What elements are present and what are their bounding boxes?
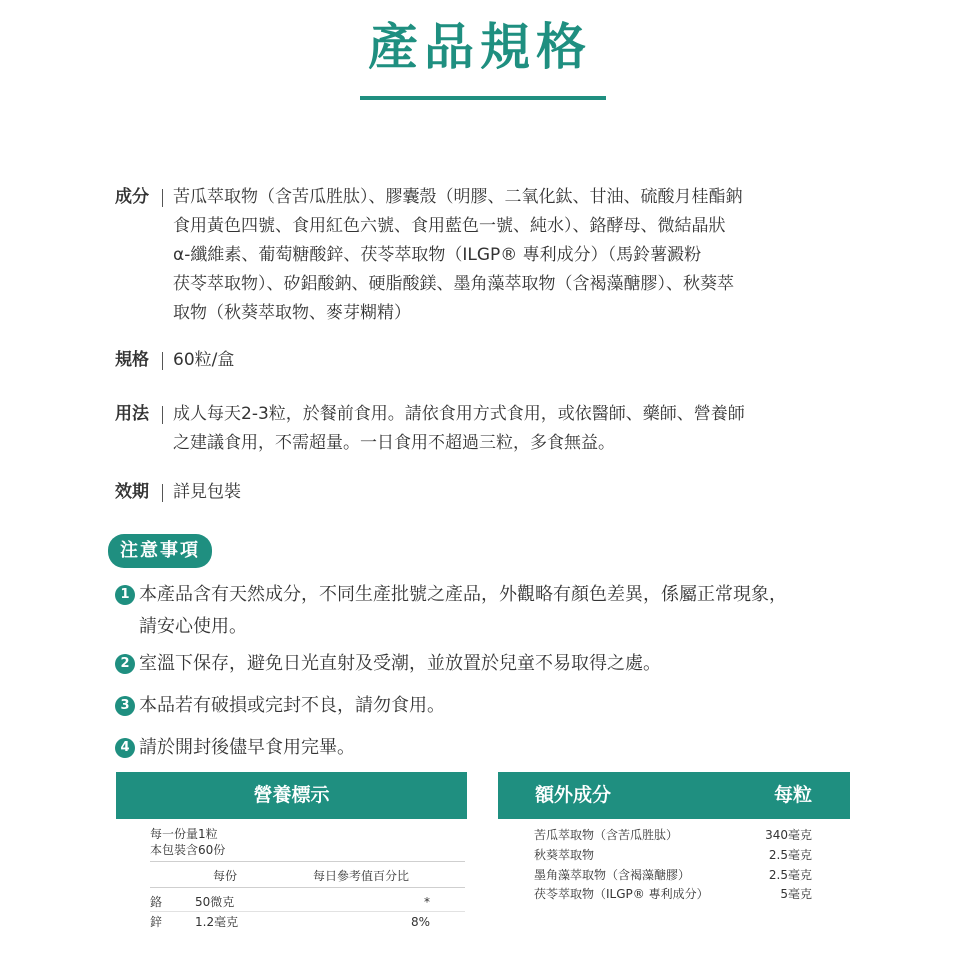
spec-usage-label: 用法 [115,404,149,424]
notice-item [115,690,445,722]
notice-number-icon: 1 [115,585,135,605]
spec-divider [162,406,163,424]
notice-item-line: 本品若有破損或完封不良，請勿食用。 [139,695,445,716]
extra-ingredient-name: 茯苓萃取物（ILGP® 專利成分） [534,887,709,901]
notice-item-line: 本產品含有天然成分，不同生產批號之產品，外觀略有顏色差異，係屬正常現象， [139,584,787,605]
notice-item [115,579,787,643]
notice-item-line: 請安心使用。 [139,616,247,637]
notice-number-icon: 3 [115,696,135,716]
spec-ingredients-line: 取物（秋葵萃取物、麥芽糊精） [173,303,411,323]
notice-item-line: 請於開封後儘早食用完畢。 [139,737,355,758]
spec-divider [162,352,163,370]
notice-item-line: 室溫下保存，避免日光直射及受潮，並放置於兒童不易取得之處。 [139,653,661,674]
spec-ingredients [115,183,855,328]
spec-size [115,346,855,375]
spec-expiry-label: 效期 [115,482,149,502]
spec-divider [162,484,163,502]
extra-ingredient-amount: 2.5毫克 [768,868,812,882]
spec-ingredients-line: 茯苓萃取物）、矽鋁酸鈉、硬脂酸鎂、墨角藻萃取物（含褐藻醣膠）、秋葵萃 [173,274,734,294]
spec-divider [162,189,163,207]
extra-header-rule [498,818,850,819]
notice-item [115,648,661,680]
extra-ingredient-name: 墨角藻萃取物（含褐藻醣膠） [534,868,691,882]
nutrient-amount: 50微克 [195,895,235,909]
nutrient-dv: 8% [410,915,430,929]
extra-ingredient-amount: 340毫克 [765,828,812,842]
nutrition-divider [150,887,465,888]
nutrition-col-per: 每份 [213,869,238,883]
extra-ingredient-name: 苦瓜萃取物（含苦瓜胜肽） [534,828,679,842]
extra-title: 額外成分 [535,784,612,806]
spec-expiry [115,478,855,507]
nutrient-name: 鉻 [150,895,163,909]
nutrition-header-rule [116,818,467,819]
title-underline [360,96,606,100]
extra-ingredient-amount: 5毫克 [780,887,812,901]
nutrient-dv: * [424,895,430,909]
nutrition-table-header [116,772,467,818]
notice-number-icon: 4 [115,738,135,758]
spec-usage [115,400,855,458]
spec-usage-line: 之建議食用，不需超量。一日食用不超過三粒，多食無益。 [173,433,615,453]
spec-expiry-value: 詳見包裝 [173,482,241,502]
page-title: 產品規格 [368,17,592,76]
spec-ingredients-line: 食用黃色四號、食用紅色六號、食用藍色一號、純水）、鉻酵母、微結晶狀 [173,216,726,236]
extra-col-per: 每粒 [773,784,812,806]
extra-ingredient-name: 秋葵萃取物 [534,848,595,862]
nutrition-divider [150,861,465,862]
nutrient-name: 鋅 [150,915,163,929]
extra-table-header [498,772,850,818]
nutrient-amount: 1.2毫克 [195,915,239,929]
spec-ingredients-line: α-纖維素、葡萄糖酸鋅、茯苓萃取物（ILGP® 專利成分）（馬鈴薯澱粉 [173,245,702,265]
notice-title-badge: 注意事項 [108,534,212,568]
spec-ingredients-line: 苦瓜萃取物（含苦瓜胜肽）、膠囊殼（明膠、二氧化鈦、甘油、硫酸月桂酯鈉 [173,187,743,207]
spec-usage-line: 成人每天2-3粒，於餐前食用。請依食用方式食用，或依醫師、藥師、營養師 [173,404,745,424]
nutrition-serving: 每一份量1粒 [150,827,218,841]
nutrition-package: 本包裝含60份 [150,843,226,857]
notice-item [115,732,355,764]
nutrition-col-dv: 每日參考值百分比 [313,869,410,883]
nutrition-title: 營養標示 [253,784,330,806]
nutrition-row-divider [150,911,465,912]
spec-size-label: 規格 [115,350,149,370]
spec-size-value: 60粒/盒 [173,350,235,370]
spec-ingredients-label: 成分 [115,187,149,207]
notice-number-icon: 2 [115,654,135,674]
extra-ingredient-amount: 2.5毫克 [768,848,812,862]
